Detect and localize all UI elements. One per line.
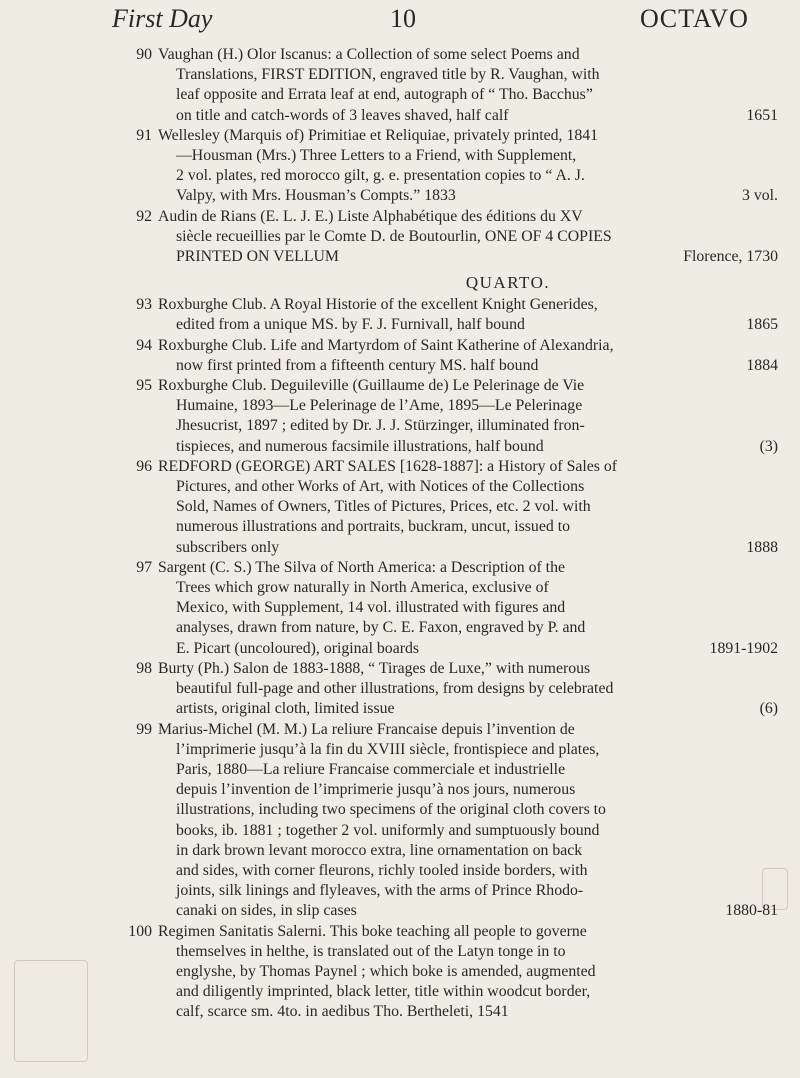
entry-text: subscribers only — [176, 538, 280, 556]
entry-line: depuis l’invention de l’imprimerie jusqu’à nos jours, numerous — [176, 781, 576, 799]
page-header — [0, 4, 800, 40]
entry-line: joints, silk linings and flyleaves, with the arms of Prince Rhodo- — [176, 882, 584, 900]
entry-text: artists, original cloth, limited issue — [176, 700, 395, 718]
entry-line: Roxburghe Club. A Royal Historie of the excellent Knight Generides, — [158, 296, 598, 314]
entry-date: 1651 — [746, 106, 778, 124]
entry-line: analyses, drawn from nature, by C. E. Faxon, engraved by P. and — [176, 619, 586, 637]
header-format: OCTAVO — [640, 4, 749, 33]
entry-text: E. Picart (uncoloured), original boards — [176, 639, 420, 657]
lot-number: 91 — [136, 126, 152, 144]
entry-line: Roxburghe Club. Life and Martyrdom of Saint Katherine of Alexandria, — [158, 336, 614, 354]
catalogue-entry — [136, 207, 778, 268]
lot-number: 95 — [136, 377, 152, 395]
entry-line: Marius-Michel (M. M.) La reliure Francaise depuis l’invention de — [158, 720, 575, 738]
entry-line: Jhesucrist, 1897 ; edited by Dr. J. J. Stürzinger, illuminated fron- — [176, 417, 585, 435]
entry-line: Burty (Ph.) Salon de 1883-1888, “ Tirages de Luxe,” with numerous — [158, 659, 591, 677]
entry-text: PRINTED ON VELLUM — [176, 248, 339, 266]
entry-line — [158, 315, 778, 335]
entry-line: Paris, 1880—La reliure Francaise commerciale et industrielle — [176, 760, 566, 778]
header-day: First Day — [112, 4, 213, 33]
entry-line — [158, 186, 778, 206]
entry-line — [158, 437, 778, 457]
entry-date: 1880-81 — [725, 902, 778, 920]
entry-date: 1865 — [746, 316, 778, 334]
catalogue-entries — [128, 45, 778, 1023]
entry-text: canaki on sides, in slip cases — [176, 902, 357, 920]
entry-line: numerous illustrations and portraits, buckram, uncut, issued to — [176, 518, 570, 536]
entry-line: l’imprimerie jusqu’à la fin du XVIII siècle, frontispiece and plates, — [176, 740, 600, 758]
entry-text: tispieces, and numerous facsimile illustrations, half bound — [176, 437, 544, 455]
entry-line — [158, 356, 778, 376]
catalogue-entry — [136, 336, 778, 376]
entry-line: Sargent (C. S.) The Silva of North America: a Description of the — [158, 558, 565, 576]
entry-line: Roxburghe Club. Deguileville (Guillaume de) Le Pelerinage de Vie — [158, 377, 585, 395]
entry-line: —Housman (Mrs.) Three Letters to a Friend, with Supplement, — [176, 147, 577, 165]
entry-text: on title and catch-words of 3 leaves shaved, half calf — [176, 106, 509, 124]
entry-line: and sides, with corner fleurons, richly tooled inside borders, with — [176, 861, 588, 879]
entry-text: now first printed from a fifteenth century MS. half bound — [176, 356, 539, 374]
entry-line — [158, 538, 778, 558]
entry-text: edited from a unique MS. by F. J. Furnivall, half bound — [176, 316, 525, 334]
entry-line — [158, 106, 778, 126]
entry-line: 2 vol. plates, red morocco gilt, g. e. presentation copies to “ A. J. — [176, 167, 585, 185]
entry-line: Pictures, and other Works of Art, with Notices of the Collections — [176, 478, 585, 496]
entry-date: (6) — [759, 700, 778, 718]
entry-line: Audin de Rians (E. L. J. E.) Liste Alphabétique des éditions du XV — [158, 207, 583, 225]
lot-number: 93 — [136, 296, 152, 314]
entry-line: siècle recueillies par le Comte D. de Boutourlin, ONE OF 4 COPIES — [176, 227, 612, 245]
entry-line: in dark brown levant morocco extra, line ornamentation on back — [176, 841, 583, 859]
catalogue-entry — [136, 558, 778, 659]
section-heading-quarto: QUARTO. — [465, 273, 551, 293]
catalogue-entry — [136, 457, 778, 558]
entry-line: books, ib. 1881 ; together 2 vol. uniformly and sumptuously bound — [176, 821, 600, 839]
entry-text: Valpy, with Mrs. Housman’s Compts.” 1833 — [176, 187, 456, 205]
entry-line: Translations, FIRST EDITION, engraved title by R. Vaughan, with — [176, 66, 600, 84]
catalogue-entry — [136, 376, 778, 457]
entry-line — [158, 901, 778, 921]
entry-line: englyshe, by Thomas Paynel ; which boke is amended, augmented — [176, 962, 596, 980]
lot-number: 92 — [136, 207, 152, 225]
page-number: 10 — [390, 4, 416, 33]
entry-line: Wellesley (Marquis of) Primitiae et Reliquiae, privately printed, 1841 — [158, 126, 599, 144]
entry-date: 3 vol. — [742, 187, 778, 205]
entry-line: Trees which grow naturally in North America, exclusive of — [176, 579, 549, 597]
entry-line: illustrations, including two specimens of the original cloth covers to — [176, 801, 606, 819]
lot-number: 96 — [136, 457, 152, 475]
lot-number: 94 — [136, 336, 152, 354]
entry-line: themselves in helthe, is translated out of the Latyn tonge in to — [176, 942, 566, 960]
lot-number: 97 — [136, 558, 152, 576]
entry-line — [158, 639, 778, 659]
entry-line: Regimen Sanitatis Salerni. This boke teaching all people to governe — [158, 922, 587, 940]
entry-date: 1888 — [746, 538, 778, 556]
entry-line: REDFORD (GEORGE) ART SALES [1628-1887]: a History of Sales of — [158, 457, 618, 475]
catalogue-entry — [128, 922, 778, 1023]
entry-date: Florence, 1730 — [683, 248, 778, 266]
entry-line: and diligently imprinted, black letter, title within woodcut border, — [176, 983, 591, 1001]
lot-number: 98 — [136, 659, 152, 677]
entry-line — [158, 247, 778, 267]
entry-date: 1884 — [746, 356, 778, 374]
entry-line — [158, 699, 778, 719]
catalogue-entry — [136, 720, 778, 922]
lot-number: 90 — [136, 46, 152, 63]
margin-pencil-sketch — [14, 960, 88, 1062]
entry-line: beautiful full-page and other illustrations, from designs by celebrated — [176, 680, 614, 698]
lot-number: 100 — [128, 922, 152, 940]
entry-date: 1891-1902 — [709, 639, 778, 657]
entry-line: Sold, Names of Owners, Titles of Pictures, Prices, etc. 2 vol. with — [176, 498, 591, 516]
catalogue-entry — [136, 45, 778, 126]
catalogue-entry — [136, 295, 778, 335]
catalogue-entry — [136, 126, 778, 207]
lot-number: 99 — [136, 720, 152, 738]
entry-line: Humaine, 1893—Le Pelerinage de l’Ame, 1895—Le Pelerinage — [176, 397, 583, 415]
entry-line: leaf opposite and Errata leaf at end, autograph of “ Tho. Bacchus” — [176, 86, 593, 104]
entry-date: (3) — [759, 437, 778, 455]
catalogue-entry — [136, 659, 778, 720]
entry-line: calf, scarce sm. 4to. in aedibus Tho. Bertheleti, 1541 — [176, 1003, 509, 1021]
entry-line: Vaughan (H.) Olor Iscanus: a Collection of some select Poems and — [158, 46, 580, 63]
entry-line: Mexico, with Supplement, 14 vol. illustrated with figures and — [176, 599, 566, 617]
